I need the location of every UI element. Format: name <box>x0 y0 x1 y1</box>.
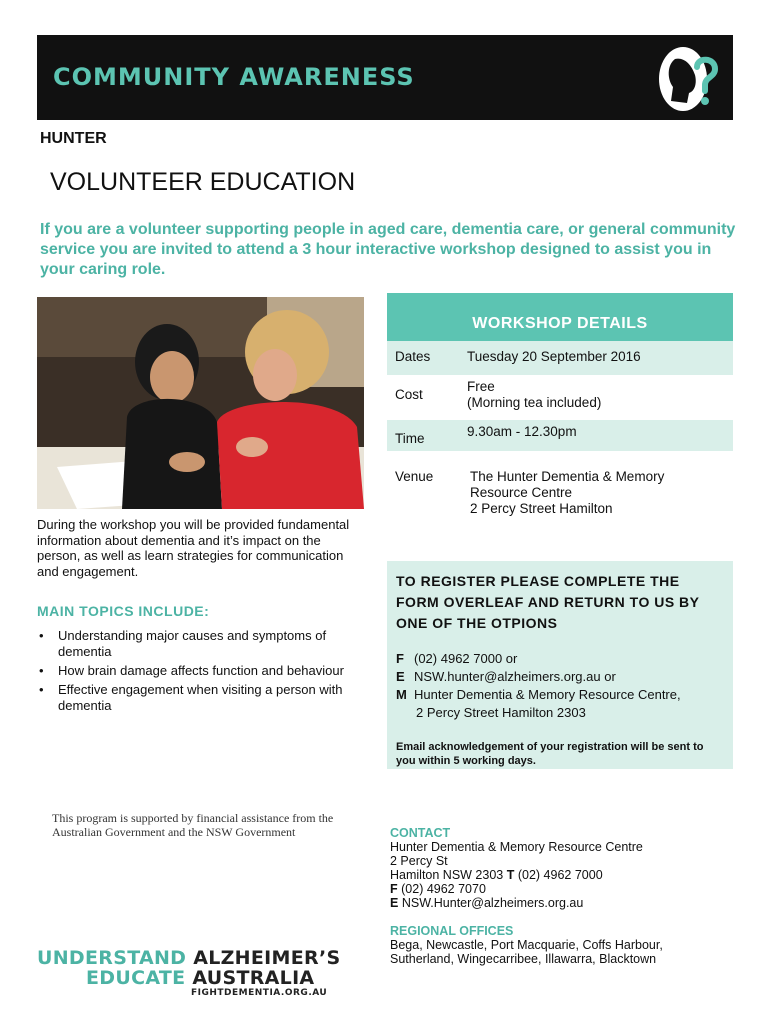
detail-value: 9.30am - 12.30pm <box>467 424 577 439</box>
workshop-details-panel <box>387 293 733 521</box>
detail-value: (Morning tea included) <box>467 395 602 410</box>
workshop-description: During the workshop you will be provided fundamental information about dementia and it’s impact on the person, as well as learn strategies for communication and engagement. <box>37 517 350 579</box>
intro-text: If you are a volunteer supporting people in aged care, dementia care, or general community service you are invited to attend a 3 hour interactive workshop designed to assist you in your caring role. <box>40 221 736 278</box>
detail-value: Free <box>467 379 495 394</box>
banner-title: COMMUNITY AWARENESS <box>53 63 415 91</box>
list-item: • Effective engagement when visiting a person with dementia <box>37 682 367 714</box>
contact-line: Hunter Dementia & Memory Resource Centre <box>390 840 643 854</box>
detail-label: Dates <box>395 349 431 364</box>
detail-value: Tuesday 20 September 2016 <box>467 349 641 364</box>
regional-offices-list: Bega, Newcastle, Port Macquarie, Coffs Harbour, Sutherland, Wingecarribee, Illawarra, Blacktown <box>390 938 663 966</box>
detail-row-dates <box>387 341 733 375</box>
registration-email: E NSW.hunter@alzheimers.org.au or <box>396 669 616 684</box>
contact-email: E NSW.Hunter@alzheimers.org.au <box>390 896 584 910</box>
head-question-mark-icon <box>657 45 721 113</box>
alzheimers-australia-logo <box>37 948 340 998</box>
logo-text: EDUCATE <box>86 967 186 989</box>
logo-url: FIGHTDEMENTIA.ORG.AU <box>191 988 328 998</box>
contact-line: 2 Percy St <box>390 854 448 868</box>
detail-label: Venue <box>395 469 434 484</box>
contact-block <box>390 826 730 966</box>
topics-heading: MAIN TOPICS INCLUDE: <box>37 603 210 619</box>
detail-row-time <box>387 420 733 451</box>
registration-heading: TO REGISTER PLEASE COMPLETE THE FORM OVERLEAF AND RETURN TO US BY ONE OF THE OTPIONS <box>396 573 700 631</box>
list-item: • Understanding major causes and symptoms of dementia <box>37 628 367 660</box>
registration-box <box>387 561 733 769</box>
page-title: VOLUNTEER EDUCATION <box>50 168 356 196</box>
topics-list <box>37 628 367 717</box>
detail-label: Cost <box>395 387 423 402</box>
registration-fax: F (02) 4962 7000 or <box>396 651 518 666</box>
detail-value: 2 Percy Street Hamilton <box>470 501 613 516</box>
contact-heading: CONTACT <box>390 826 451 840</box>
logo-text: AUSTRALIA <box>192 967 315 989</box>
regional-offices-heading: REGIONAL OFFICES <box>390 924 514 938</box>
logo-text: UNDERSTAND <box>37 947 187 969</box>
detail-row-cost <box>387 375 733 420</box>
workshop-details-heading: WORKSHOP DETAILS <box>387 293 733 341</box>
list-item: • How brain damage affects function and behaviour <box>37 663 367 679</box>
detail-label: Time <box>395 431 425 446</box>
contact-line: Hamilton NSW 2303 T (02) 4962 7000 <box>390 868 603 882</box>
contact-fax: F (02) 4962 7070 <box>390 882 486 896</box>
detail-value: The Hunter Dementia & Memory <box>470 469 665 484</box>
registration-mail: M Hunter Dementia & Memory Resource Centre, <box>396 687 681 702</box>
registration-note: Email acknowledgement of your registration will be sent to you within 5 working days. <box>396 741 704 767</box>
detail-value: Resource Centre <box>470 485 573 500</box>
header-banner <box>37 35 733 120</box>
registration-mail-address: 2 Percy Street Hamilton 2303 <box>416 705 586 720</box>
region-label: HUNTER <box>40 130 107 147</box>
detail-row-venue <box>387 451 733 521</box>
funding-note: This program is supported by financial assistance from the Australian Government and the NSW Government <box>52 811 334 839</box>
workshop-photo <box>37 297 364 509</box>
logo-text: ALZHEIMER’S <box>193 947 341 969</box>
